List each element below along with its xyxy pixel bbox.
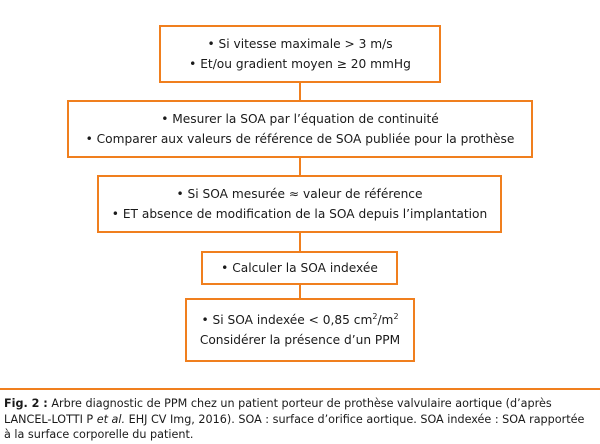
flow-box-5-superscript-2: 2 (393, 311, 399, 321)
flow-box-5-line-1-prefix: • Si SOA indexée < 0,85 cm (201, 313, 373, 327)
caption-text-part-1: Arbre diagnostic de PPM chez un patient porteur de prothèse valvulaire aortique (d’après LANCEL-LOTTI P (4, 397, 552, 426)
flow-box-4-line-1: • Calculer la SOA indexée (221, 261, 378, 275)
flow-connector-2 (299, 158, 301, 175)
flow-box-5-line-2: Considérer la présence d’un PPM (199, 333, 401, 347)
flow-box-velocity-criteria (159, 25, 441, 83)
flow-connector-3 (299, 233, 301, 251)
flow-box-indexed-soa (201, 251, 398, 285)
flow-box-1-line-2: • Et/ou gradient moyen ≥ 20 mmHg (189, 57, 411, 71)
caption-text-part-2: EHJ CV Img, 2016). SOA : surface d’orifice aortique. SOA indexée : SOA rapportée à la surface corporelle du patient. (4, 412, 585, 441)
caption-et-al: et al. (96, 412, 126, 426)
flow-box-1-line-1: • Si vitesse maximale > 3 m/s (207, 37, 393, 51)
flow-box-5-line-1-mid: /m (377, 313, 394, 327)
figure-caption (4, 396, 594, 443)
flow-box-5-superscript-1: 2 (372, 311, 378, 321)
flow-box-2-line-1: • Mesurer la SOA par l’équation de continuité (161, 112, 439, 126)
flow-connector-1 (299, 83, 301, 100)
flow-box-ppm-conclusion (185, 298, 415, 362)
flow-box-3-line-2: • ET absence de modification de la SOA depuis l’implantation (111, 207, 488, 221)
flow-box-measure-soa (67, 100, 533, 158)
flow-box-5-line-1 (201, 310, 398, 330)
caption-divider (0, 388, 600, 390)
flow-box-3-line-1: • Si SOA mesurée ≈ valeur de référence (176, 187, 423, 201)
figure-label: Fig. 2 : (4, 397, 48, 410)
flow-box-2-line-2: • Comparer aux valeurs de référence de SOA publiée pour la prothèse (85, 132, 515, 146)
flow-box-compare-reference (97, 175, 502, 233)
flow-connector-4 (299, 285, 301, 298)
